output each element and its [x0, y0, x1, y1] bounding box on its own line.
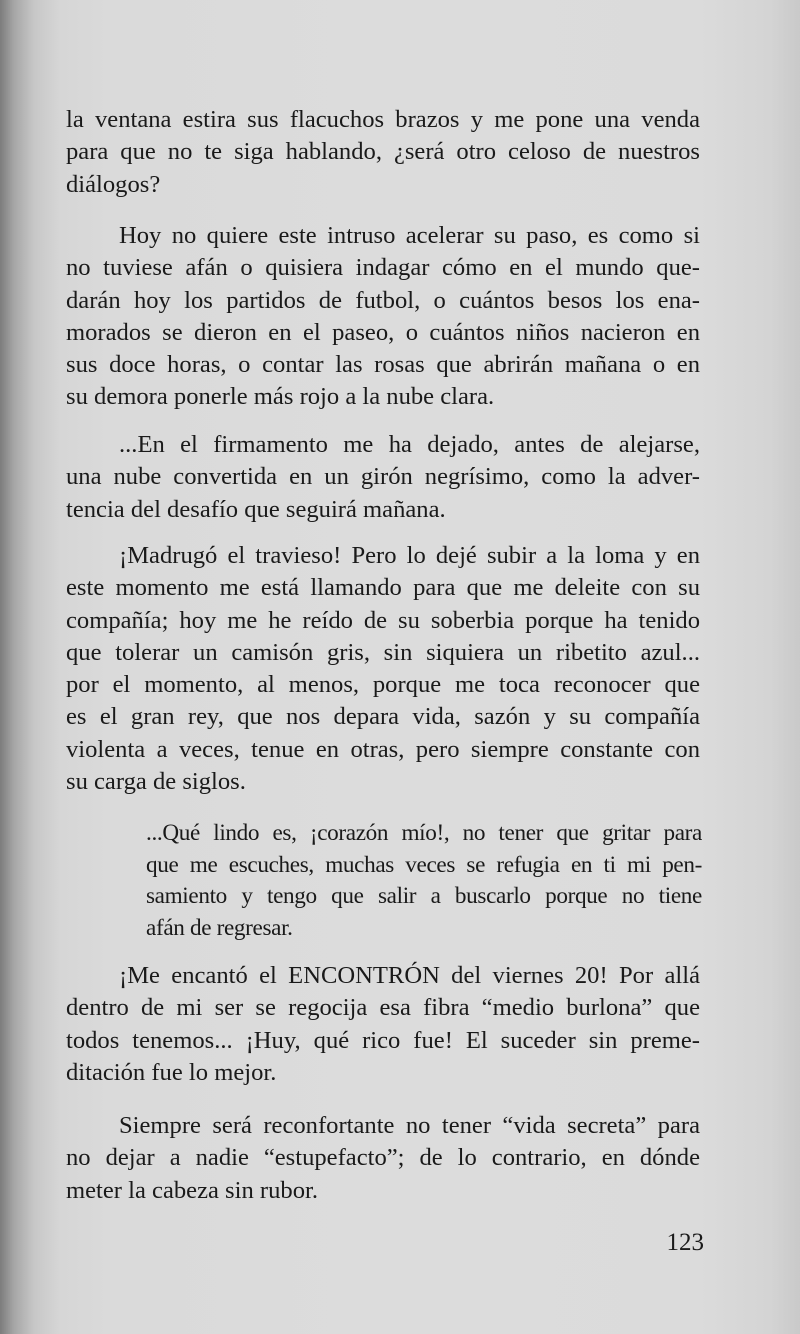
block-quote — [146, 818, 702, 944]
text-line: ...Qué lindo es, ¡corazón mío!, no tener que gritar para — [146, 820, 702, 846]
paragraph-3 — [66, 429, 700, 526]
text-line: dentro de mi ser se regocija esa fibra “medio burlona” que — [66, 994, 700, 1022]
text-line: no tuviese afán o quisiera indagar cómo en el mundo que- — [66, 254, 700, 282]
text-line: darán hoy los partidos de futbol, o cuántos besos los ena- — [66, 286, 700, 314]
paragraph-6 — [66, 1110, 700, 1207]
text-line: que tolerar un camisón gris, sin siquiera un ribetito azul... — [66, 638, 700, 666]
text-line: es el gran rey, que nos depara vida, sazón y su compañía — [66, 703, 700, 731]
text-line: para que no te siga hablando, ¿será otro celoso de nuestros — [66, 138, 700, 166]
text-line: su demora ponerle más rojo a la nube clara. — [66, 383, 495, 411]
text-line: su carga de siglos. — [66, 768, 246, 796]
text-line: Siempre será reconfortante no tener “vida secreta” para — [119, 1112, 700, 1139]
text-line: tencia del desafío que seguirá mañana. — [66, 495, 446, 523]
text-line: violenta a veces, tenue en otras, pero siempre constante con — [66, 735, 700, 763]
paragraph-5 — [66, 960, 700, 1089]
text-line: ¡Madrugó el travieso! Pero lo dejé subir a la loma y en — [119, 542, 700, 569]
text-line: la ventana estira sus flacuchos brazos y me pone una venda — [66, 106, 700, 133]
text-line: morados se dieron en el paseo, o cuántos niños nacieron en — [66, 318, 700, 346]
text-line: ...En el firmamento me ha dejado, antes de alejarse, — [119, 431, 700, 458]
text-line: sus doce horas, o contar las rosas que abrirán mañana o en — [66, 351, 700, 379]
paragraph-2 — [66, 220, 700, 414]
text-line: samiento y tengo que salir a buscarlo porque no tiene — [146, 883, 702, 910]
paragraph-1 — [66, 104, 700, 201]
page-number: 123 — [666, 1229, 704, 1256]
text-line: compañía; hoy me he reído de su soberbia porque ha tenido — [66, 606, 700, 634]
paragraph-4 — [66, 540, 700, 798]
text-line: este momento me está llamando para que me deleite con su — [66, 574, 700, 602]
text-line: no dejar a nadie “estupefacto”; de lo contrario, en dónde — [66, 1144, 700, 1172]
text-line: ditación fue lo mejor. — [66, 1058, 277, 1086]
text-line: que me escuches, muchas veces se refugia en ti mi pen- — [146, 851, 702, 878]
text-line: una nube convertida en un girón negrísimo, como la adver- — [66, 463, 700, 491]
text-line: meter la cabeza sin rubor. — [66, 1176, 318, 1204]
text-line: ¡Me encantó el ENCONTRÓN del viernes 20! Por allá — [119, 962, 700, 989]
text-line: diálogos? — [66, 170, 161, 198]
text-line: por el momento, al menos, porque me toca reconocer que — [66, 671, 700, 699]
text-line: todos tenemos... ¡Huy, qué rico fue! El suceder sin preme- — [66, 1026, 700, 1054]
text-line: Hoy no quiere este intruso acelerar su paso, es como si — [119, 222, 700, 249]
text-line: afán de regresar. — [146, 914, 293, 941]
